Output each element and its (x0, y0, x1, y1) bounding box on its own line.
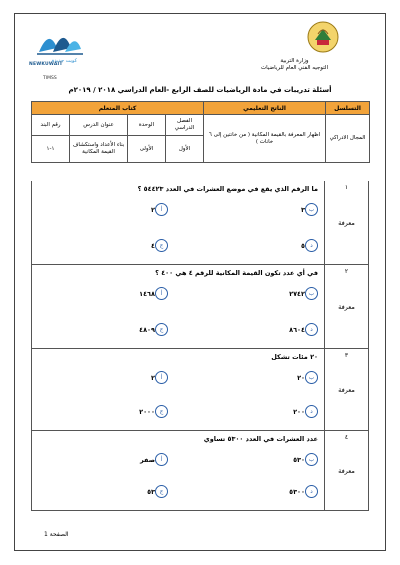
page-number: الصفحة 1 (44, 531, 69, 538)
option-d[interactable] (271, 485, 318, 498)
option-d[interactable] (271, 323, 318, 336)
option-letter-circle[interactable]: أ (155, 453, 168, 466)
svg-text:كويت جديدة: كويت جديدة (51, 58, 77, 64)
col-outcome-header: الناتج التعليمي (204, 102, 326, 115)
option-a[interactable] (121, 287, 168, 300)
val-term: الأول (166, 136, 204, 163)
sub-term: الفصل الدراسي (166, 115, 204, 136)
page-title: أسئلة تدريبات في مادة الرياضيات للصف الرابع -العام الدراسي ٢٠١٨ / ٢٠١٩م (68, 86, 332, 94)
question-number: ٤ (344, 434, 349, 441)
option-letter-circle[interactable]: أ (155, 371, 168, 384)
question-3 (31, 349, 369, 431)
question-text: في أي عدد تكون القيمة المكانية للرقم ٤ هي ٤٠٠ ؟ (155, 269, 318, 277)
question-number: ١ (344, 184, 349, 191)
option-c[interactable] (133, 239, 168, 252)
ministry-line-1: وزارة التربية (280, 58, 309, 64)
question-2 (31, 265, 369, 349)
option-letter-circle[interactable]: ج (155, 323, 168, 336)
sub-lesson: عنوان الدرس (70, 115, 128, 136)
ministry-line-2: التوجيه الفني العام للرياضيات (260, 65, 328, 71)
sub-unit: الوحدة (128, 115, 166, 136)
option-value: ٢ (151, 205, 155, 214)
val-item: ١-١ (32, 136, 70, 163)
question-4 (31, 431, 369, 511)
val-unit: الأولى (128, 136, 166, 163)
question-domain: معرفة (338, 302, 355, 311)
kuwait-emblem-icon (306, 20, 340, 54)
question-text: عدد العشرات في العدد ٥٣٠٠ تساوي (203, 435, 318, 443)
option-value: ٥٣٠٠ (289, 487, 305, 496)
question-number: ٢ (344, 268, 349, 275)
option-value: ٥٣ (147, 487, 155, 496)
option-b[interactable] (271, 287, 318, 300)
option-c[interactable] (121, 405, 168, 418)
option-letter-circle[interactable]: أ (155, 203, 168, 216)
option-d[interactable] (275, 405, 318, 418)
option-value: ٢ (151, 373, 155, 382)
col-seq-header: التسلسل (326, 102, 370, 115)
sub-item: رقم البند (32, 115, 70, 136)
option-b[interactable] (275, 453, 318, 466)
option-b[interactable] (283, 203, 318, 216)
option-c[interactable] (121, 323, 168, 336)
option-value: ١٤٦٨ (139, 289, 155, 298)
option-letter-circle[interactable]: د (305, 323, 318, 336)
outcome-text: اظهار المعرفة بالقيمة المكانية ( من خانتين إلى ٦ خانات ) (204, 115, 326, 163)
option-letter-circle[interactable]: ج (155, 405, 168, 418)
option-letter-circle[interactable]: أ (155, 287, 168, 300)
option-c[interactable] (129, 485, 168, 498)
domain-label: المجال الادراكي (326, 115, 370, 163)
question-text: ٢٠ مئات تشكل (271, 353, 318, 361)
option-value: ٢٠ (297, 373, 305, 382)
option-value: ٢٠٠ (293, 407, 305, 416)
logo-text: NEWKUWAIT (29, 62, 63, 67)
option-value: ٢٧٤٢ (289, 289, 305, 298)
question-domain: معرفة (338, 466, 355, 475)
option-letter-circle[interactable]: د (305, 405, 318, 418)
option-letter-circle[interactable]: ب (305, 371, 318, 384)
option-letter-circle[interactable]: ج (155, 239, 168, 252)
option-value: صفر (139, 455, 155, 464)
question-1 (31, 181, 369, 265)
option-value: ٤٨٠٩ (139, 325, 155, 334)
option-value: ٣ (301, 205, 305, 214)
ministry-name (261, 58, 328, 72)
option-letter-circle[interactable]: ب (305, 203, 318, 216)
option-value: ٨٦٠٤ (289, 325, 305, 334)
option-letter-circle[interactable]: ج (155, 485, 168, 498)
question-number: ٣ (344, 352, 349, 359)
option-value: ٢٠٠٠ (139, 407, 155, 416)
question-text: ما الرقم الذي يقع في موضع العشرات في العدد ٥٤٤٢٣ ؟ (137, 185, 318, 193)
option-value: ٥٣٠ (293, 455, 305, 464)
val-lesson: بناء الأعداد واستكشاف القيمة المكانية (70, 136, 128, 163)
option-letter-circle[interactable]: ب (305, 287, 318, 300)
question-number-cell (324, 181, 368, 264)
option-a[interactable] (133, 371, 168, 384)
question-domain: معرفة (338, 218, 355, 227)
option-a[interactable] (133, 203, 168, 216)
timss-label: TIMSS (43, 76, 57, 81)
option-value: ٤ (151, 241, 155, 250)
option-letter-circle[interactable]: د (305, 485, 318, 498)
option-letter-circle[interactable]: د (305, 239, 318, 252)
option-d[interactable] (283, 239, 318, 252)
question-number-cell (324, 349, 368, 430)
question-number-cell (324, 265, 368, 348)
question-domain: معرفة (338, 385, 355, 394)
question-number-cell (324, 431, 368, 510)
header-table (31, 101, 370, 163)
new-kuwait-logo-icon (33, 24, 85, 64)
option-value: ٥ (301, 241, 305, 250)
col-book-header: كتاب المتعلم (32, 102, 204, 115)
option-a[interactable] (122, 453, 168, 466)
option-b[interactable] (279, 371, 318, 384)
option-letter-circle[interactable]: ب (305, 453, 318, 466)
